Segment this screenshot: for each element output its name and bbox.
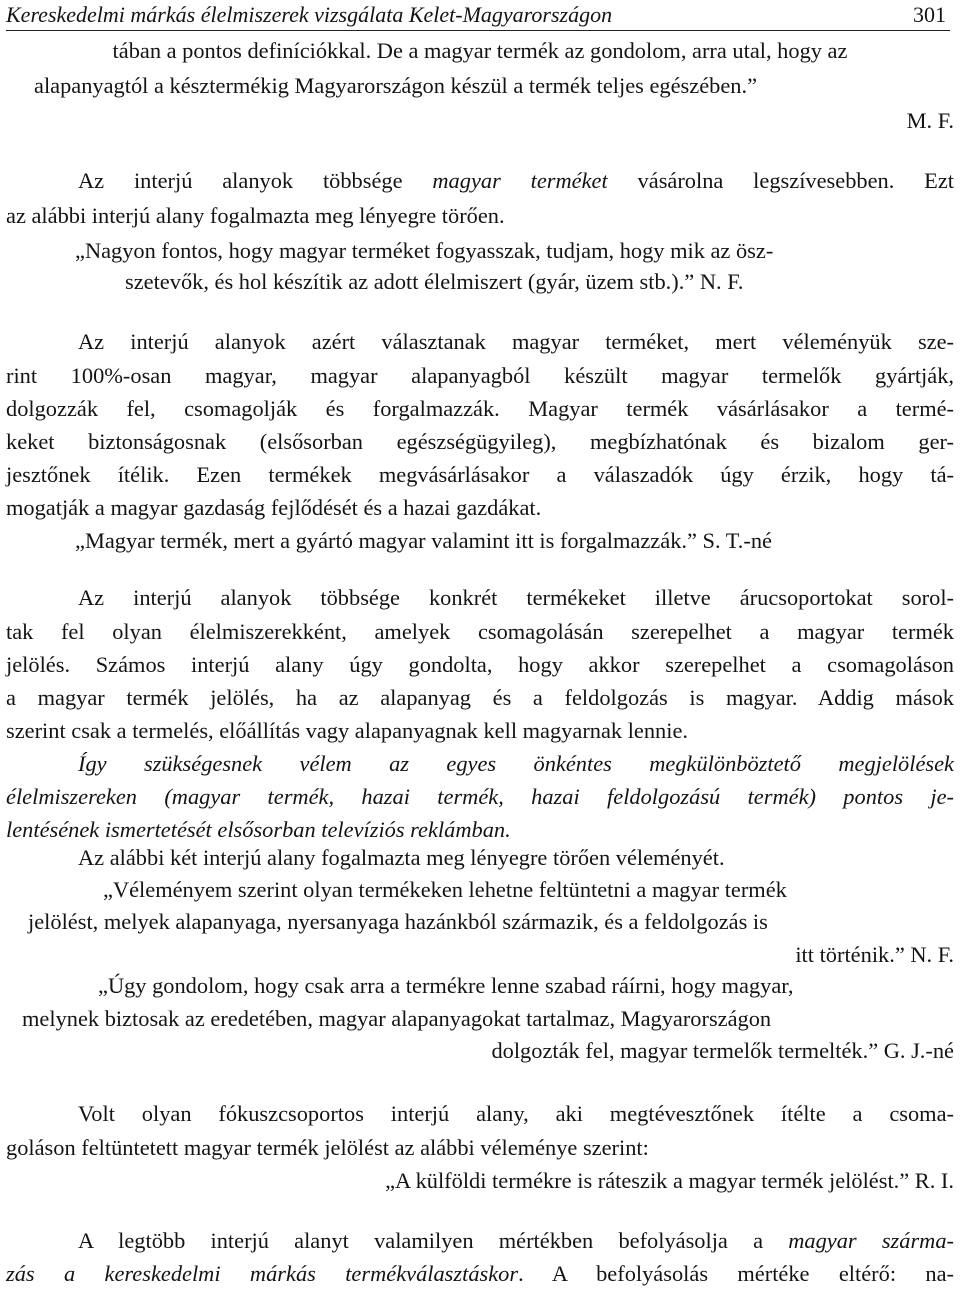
text-line: szerint csak a termelés, előállítás vagy alapanyagnak kell magyarnak lennie. xyxy=(6,718,689,743)
emphasis-text: magyar terméket xyxy=(432,168,608,193)
text-line: rint 100%-osan magyar, magyar alapanyagból készült magyar termelők gyártják, xyxy=(6,363,954,388)
text-line: „Véleményem szerint olyan termékeken lehetne feltüntetni a magyar termék xyxy=(103,877,787,902)
emphasis-text: zás a kereskedelmi márkás termékválasztáskor xyxy=(6,1261,519,1286)
text-line: Az interjú alanyok többsége konkrét termékeket illetve árucsoportokat sorol- xyxy=(78,585,954,610)
text-span: vásárolna legszívesebben. Ezt xyxy=(607,168,954,193)
running-header-title: Kereskedelmi márkás élelmiszerek vizsgálata Kelet-Magyarországon xyxy=(6,2,613,27)
text-line: Az interjú alanyok azért választanak magyar terméket, mert véleményük sze- xyxy=(78,329,954,354)
emphasis-text: magyar szárma- xyxy=(788,1228,954,1253)
text-line: az alábbi interjú alany fogalmazta meg lényegre törően. xyxy=(6,203,505,228)
text-line: a magyar termék jelölés, ha az alapanyag és a feldolgozás is magyar. Addig mások xyxy=(6,685,954,710)
text-line: jelölés. Számos interjú alany úgy gondolta, hogy akkor szerepelhet a csomagoláson xyxy=(6,652,954,677)
text-line: tak fel olyan élelmiszerekként, amelyek csomagolásán szerepelhet a magyar termék xyxy=(6,619,954,644)
text-span: Az interjú alanyok többsége xyxy=(78,168,433,193)
text-span: A legtöbb interjú alanyt valamilyen mértékben befolyásolja a xyxy=(78,1228,789,1253)
text-line: goláson feltüntetett magyar termék jelölést az alábbi véleménye szerint: xyxy=(6,1135,649,1160)
text-line xyxy=(6,1259,954,1289)
text-line: jesztőnek ítélik. Ezen termékek megvásárlásakor a válaszadók úgy érzik, hogy tá- xyxy=(6,462,954,487)
text-line: „Magyar termék, mert a gyártó magyar valamint itt is forgalmazzák.” S. T.-né xyxy=(75,528,772,553)
text-line xyxy=(78,1226,954,1256)
text-line: melynek biztosak az eredetében, magyar alapanyagokat tartalmaz, Magyarországon xyxy=(22,1006,772,1031)
text-line xyxy=(78,166,954,196)
text-line: keket biztonságosnak (elsősorban egészségügyileg), megbízhatónak és bizalom ger- xyxy=(6,429,954,454)
text-line: alapanyagtól a késztermékig Magyarországon készül a termék teljes egészében.” xyxy=(34,73,758,98)
text-line: dolgozzák fel, csomagolják és forgalmazzák. Magyar termék vásárlásakor a termé- xyxy=(6,396,954,421)
text-line: Volt olyan fókuszcsoportos interjú alany, aki megtévesztőnek ítélte a csoma- xyxy=(78,1101,954,1126)
text-line: „Nagyon fontos, hogy magyar terméket fogyasszak, tudjam, hogy mik az ösz- xyxy=(75,238,774,263)
text-line: szetevők, és hol készítik az adott élelmiszert (gyár, üzem stb.).” N. F. xyxy=(125,269,744,294)
text-line: tában a pontos definíciókkal. De a magyar termék az gondolom, arra utal, hogy az xyxy=(112,38,848,63)
text-line: dolgozták fel, magyar termelők termelték.” G. J.-né xyxy=(491,1038,954,1063)
text-line: jelölést, melyek alapanyaga, nyersanyaga hazánkból származik, és a feldolgozás is xyxy=(28,909,768,934)
text-line: „Úgy gondolom, hogy csak arra a termékre lenne szabad ráírni, hogy magyar, xyxy=(98,973,794,998)
text-line: lentésének ismertetését elsősorban televíziós reklámban. xyxy=(6,817,511,842)
text-line: mogatják a magyar gazdaság fejlődését és a hazai gazdákat. xyxy=(6,495,542,520)
text-line: élelmiszereken (magyar termék, hazai termék, hazai feldolgozású termék) pontos je- xyxy=(6,784,954,809)
text-line: Így szükségesnek vélem az egyes önkéntes megkülönböztető megjelölések xyxy=(78,751,954,776)
text-span: . A befolyásolás mértéke eltérő: na- xyxy=(518,1261,954,1286)
text-line: „A külföldi termékre is ráteszik a magyar termék jelölést.” R. I. xyxy=(385,1168,954,1193)
text-line: Az alábbi két interjú alany fogalmazta meg lényegre törően véleményét. xyxy=(78,845,725,870)
running-header xyxy=(6,0,950,31)
text-line: itt történik.” N. F. xyxy=(795,942,954,967)
text-line: M. F. xyxy=(906,108,954,133)
page-number: 301 xyxy=(913,2,946,27)
